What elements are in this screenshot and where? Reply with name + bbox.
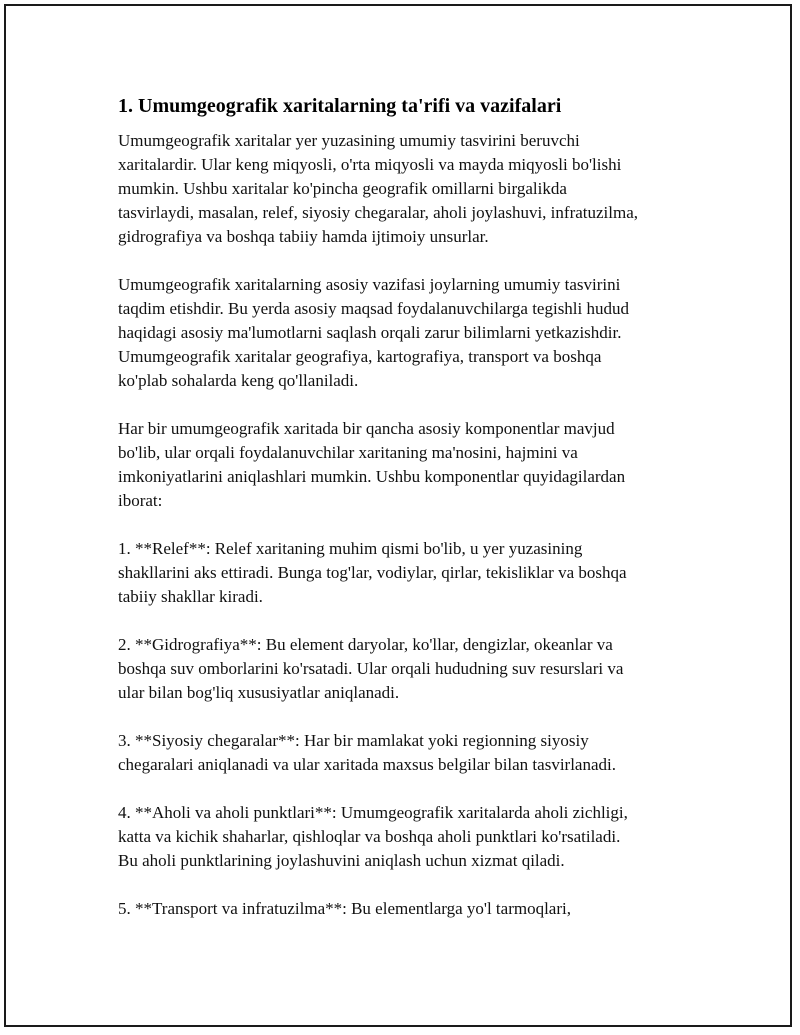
text-line: imkoniyatlarini aniqlashlari mumkin. Ushbu komponentlar quyidagilardan: [118, 467, 626, 486]
text-line: 5. **Transport va infratuzilma**: Bu elementlarga yo'l tarmoqlari,: [118, 899, 571, 918]
text-line: ko'plab sohalarda keng qo'llaniladi.: [118, 371, 359, 390]
text-line: gidrografiya va boshqa tabiiy hamda ijtimoiy unsurlar.: [118, 227, 489, 246]
list-item-political-borders: [118, 729, 698, 777]
text-line: tabiiy shakllar kiradi.: [118, 587, 263, 606]
text-line: bo'lib, ular orqali foydalanuvchilar xaritaning ma'nosini, hajmini va: [118, 443, 578, 462]
paragraph-definition: [118, 129, 698, 249]
list-item-hydrography: [118, 633, 698, 705]
text-line: taqdim etishdir. Bu yerda asosiy maqsad foydalanuvchilarga tegishli hudud: [118, 299, 630, 318]
text-line: 2. **Gidrografiya**: Bu element daryolar, ko'llar, dengizlar, okeanlar va: [118, 635, 613, 654]
text-line: 1. **Relef**: Relef xaritaning muhim qismi bo'lib, u yer yuzasining: [118, 539, 583, 558]
text-line: boshqa suv omborlarini ko'rsatadi. Ular orqali hududning suv resurslari va: [118, 659, 624, 678]
text-line: katta va kichik shaharlar, qishloqlar va boshqa aholi punktlari ko'rsatiladi.: [118, 827, 621, 846]
list-item-settlements: [118, 801, 698, 873]
section-heading: 1. Umumgeografik xaritalarning ta'rifi va vazifalari: [118, 95, 562, 117]
text-line: shakllarini aks ettiradi. Bunga tog'lar, vodiylar, qirlar, tekisliklar va boshqa: [118, 563, 627, 582]
text-line: 4. **Aholi va aholi punktlari**: Umumgeografik xaritalarda aholi zichligi,: [118, 803, 628, 822]
list-item-relief: [118, 537, 698, 609]
document-body: [118, 93, 698, 945]
text-line: 3. **Siyosiy chegaralar**: Har bir mamlakat yoki regionning siyosiy: [118, 731, 589, 750]
paragraph-purpose: [118, 273, 698, 393]
text-line: xaritalardir. Ular keng miqyosli, o'rta miqyosli va mayda miqyosli bo'lishi: [118, 155, 622, 174]
text-line: haqidagi asosiy ma'lumotlarni saqlash orqali zarur bilimlarni yetkazishdir.: [118, 323, 622, 342]
text-line: Umumgeografik xaritalar yer yuzasining umumiy tasvirini beruvchi: [118, 131, 580, 150]
text-line: chegaralari aniqlanadi va ular xaritada maxsus belgilar bilan tasvirlanadi.: [118, 755, 616, 774]
paragraph-components-intro: [118, 417, 698, 513]
text-line: tasvirlaydi, masalan, relef, siyosiy chegaralar, aholi joylashuvi, infratuzilma,: [118, 203, 639, 222]
text-line: Har bir umumgeografik xaritada bir qancha asosiy komponentlar mavjud: [118, 419, 615, 438]
text-line: Umumgeografik xaritalar geografiya, kartografiya, transport va boshqa: [118, 347, 602, 366]
text-line: mumkin. Ushbu xaritalar ko'pincha geografik omillarni birgalikda: [118, 179, 567, 198]
list-item-transport: [118, 897, 698, 921]
text-line: iborat:: [118, 491, 163, 510]
text-line: Umumgeografik xaritalarning asosiy vazifasi joylarning umumiy tasvirini: [118, 275, 621, 294]
text-line: ular bilan bog'liq xususiyatlar aniqlanadi.: [118, 683, 400, 702]
text-line: Bu aholi punktlarining joylashuvini aniqlash uchun xizmat qiladi.: [118, 851, 565, 870]
